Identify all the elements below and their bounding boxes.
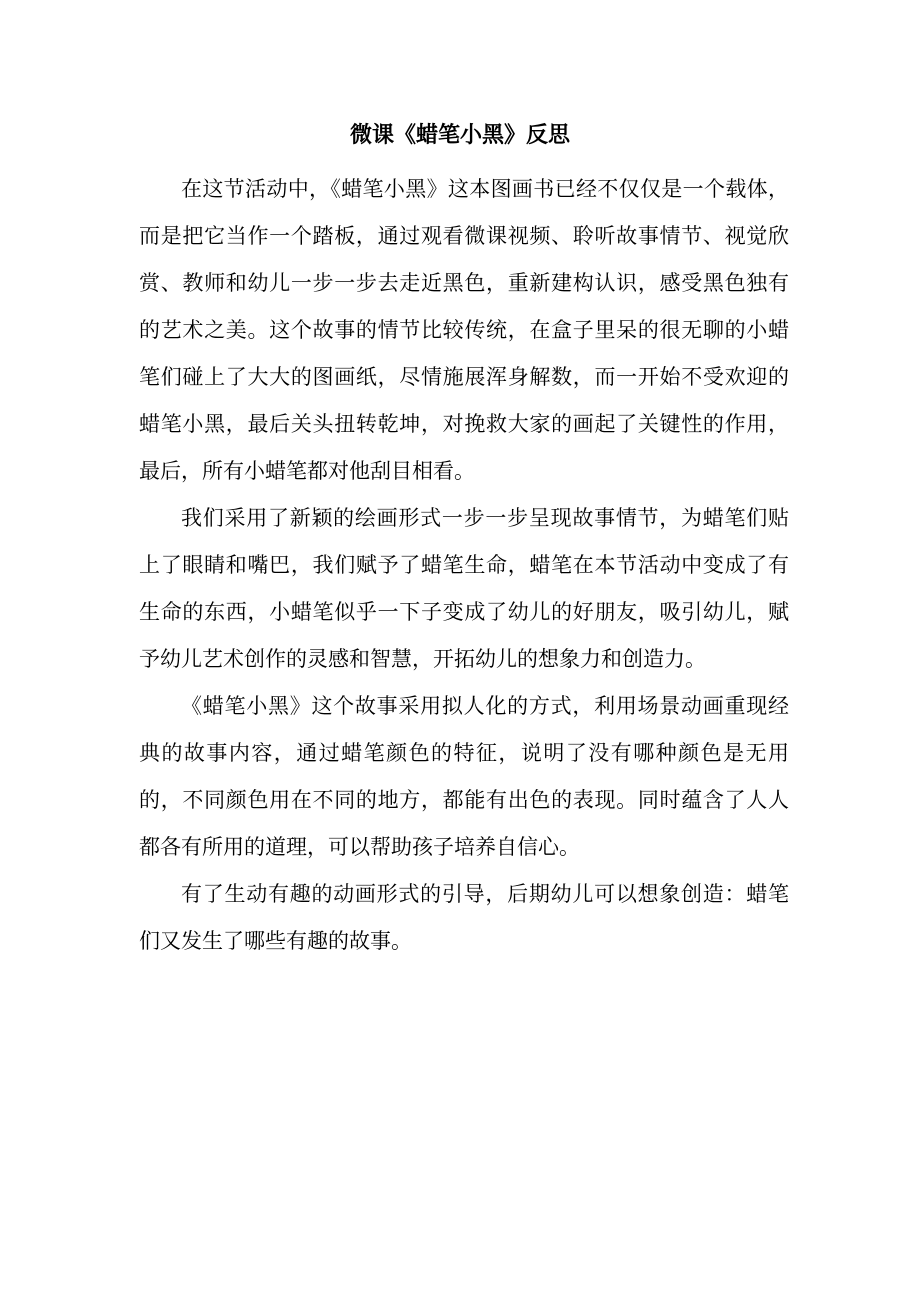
paragraph-1: 在这节活动中，《蜡笔小黑》这本图画书已经不仅仅是一个载体，而是把它当作一个踏板，通过观看微课视频、聆听故事情节、视觉欣赏、教师和幼儿一步一步去走近黑色，重新建构认识，感受黑色独有的艺术之美。这个故事的情节比较传统，在盒子里呆的很无聊的小蜡笔们碰上了大大的图画纸，尽情施展浑身解数，而一开始不受欢迎的蜡笔小黑，最后关头扭转乾坤，对挽救大家的画起了关键性的作用，最后，所有小蜡笔都对他刮目相看。 [139, 177, 789, 483]
paragraph-4: 有了生动有趣的动画形式的引导，后期幼儿可以想象创造：蜡笔们又发生了哪些有趣的故事。 [139, 882, 789, 953]
document-body [139, 166, 789, 965]
document-title: 微课《蜡笔小黑》反思 [349, 122, 570, 148]
paragraph-3: 《蜡笔小黑》这个故事采用拟人化的方式，利用场景动画重现经典的故事内容，通过蜡笔颜色的特征，说明了没有哪种颜色是无用的，不同颜色用在不同的地方，都能有出色的表现。同时蕴含了人人都各有所用的道理，可以帮助孩子培养自信心。 [139, 694, 789, 859]
paragraph-2: 我们采用了新颖的绘画形式一步一步呈现故事情节，为蜡笔们贴上了眼睛和嘴巴，我们赋予了蜡笔生命，蜡笔在本节活动中变成了有生命的东西，小蜡笔似乎一下子变成了幼儿的好朋友，吸引幼儿，赋予幼儿艺术创作的灵感和智慧，开拓幼儿的想象力和创造力。 [139, 506, 789, 671]
